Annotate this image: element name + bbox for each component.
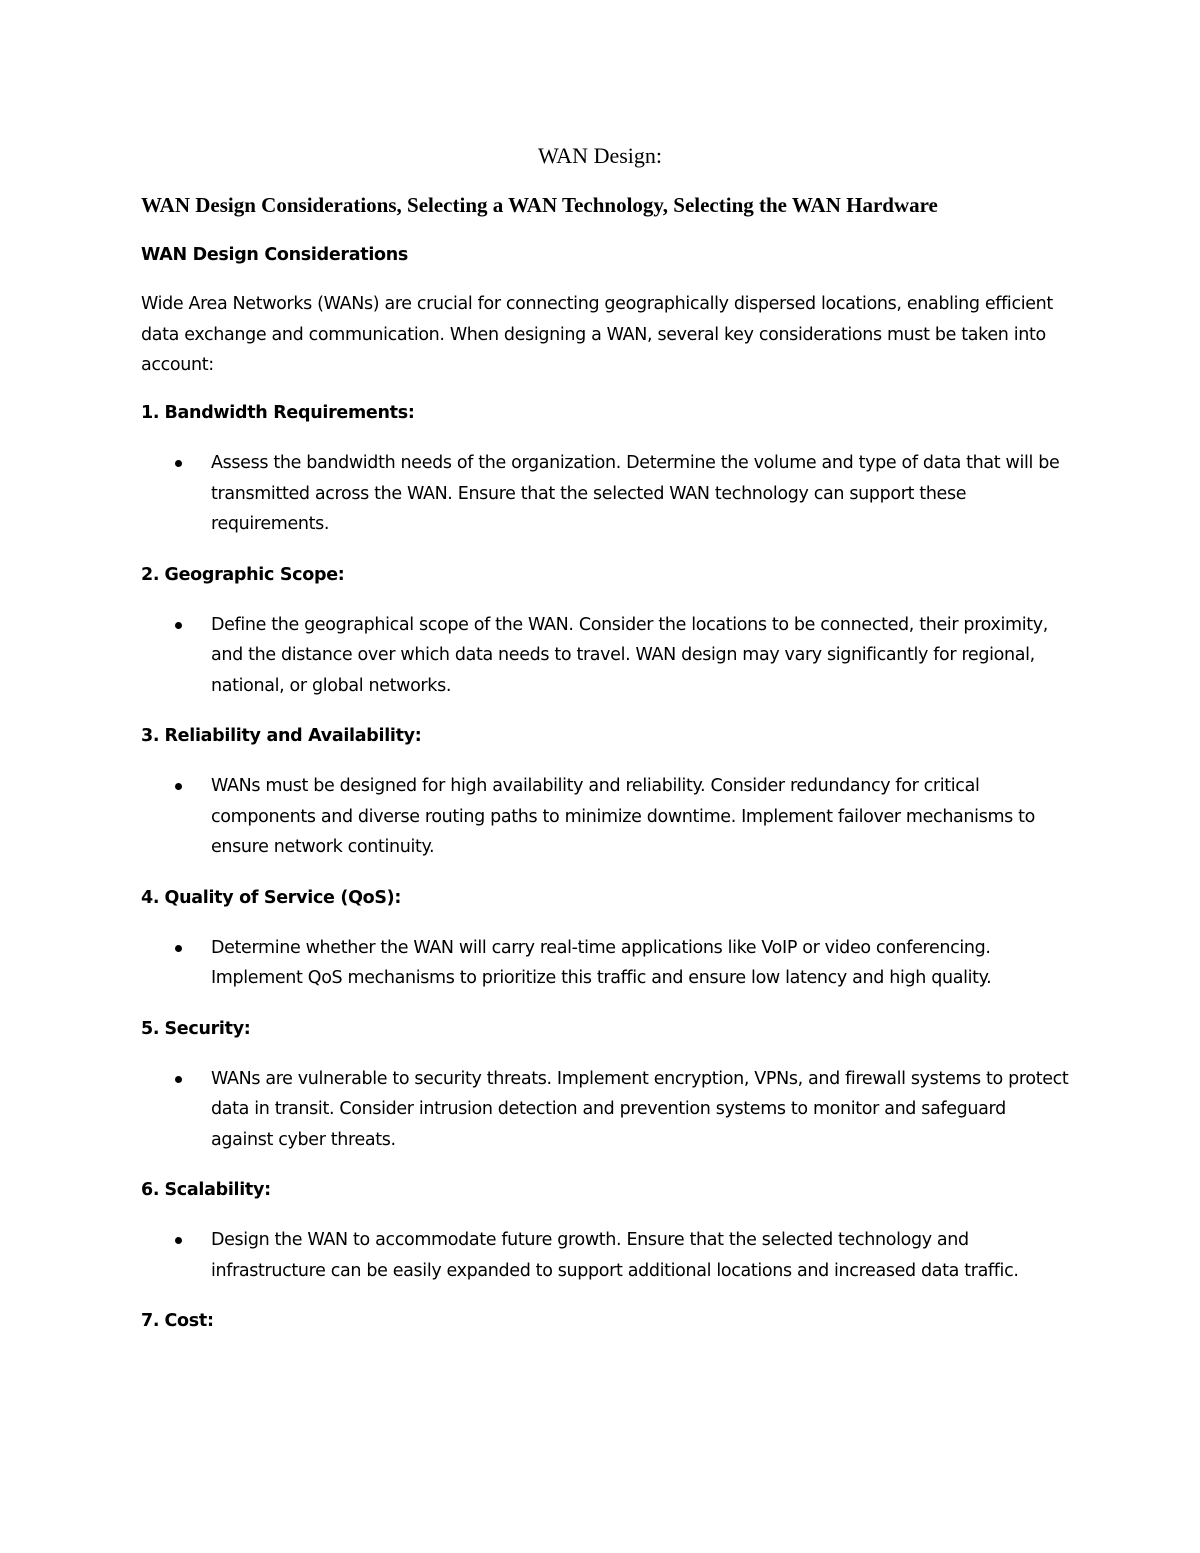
bullet-text: WANs must be designed for high availability and reliability. Consider redundancy for critical components and diverse routing paths to minimize downtime. Implement failover mechanisms to ensure network continuity. xyxy=(211,776,1036,857)
item-number: 1. xyxy=(141,403,160,423)
section-heading: WAN Design Considerations xyxy=(141,245,409,265)
list-item xyxy=(141,398,1071,540)
list-item xyxy=(141,1306,1071,1336)
bullet-text: Determine whether the WAN will carry real-time applications like VoIP or video conferencing. Implement QoS mechanisms to prioritize this traffic and ensure low latency and high quality. xyxy=(211,937,992,988)
item-heading xyxy=(141,1175,1071,1205)
item-number: 2. xyxy=(141,564,160,585)
bullet-point xyxy=(141,610,1071,702)
item-number: 6. xyxy=(141,1180,160,1200)
item-number: 7. xyxy=(141,1311,160,1331)
bullet-icon xyxy=(175,945,182,952)
bullet-icon xyxy=(175,1076,182,1083)
bullet-icon xyxy=(175,460,182,467)
bullet-point xyxy=(141,771,1071,863)
list-item xyxy=(141,560,1071,702)
item-name: Bandwidth Requirements: xyxy=(164,403,415,423)
item-name: Geographic Scope: xyxy=(164,564,345,585)
bullet-point xyxy=(141,1225,1071,1286)
item-heading xyxy=(141,398,1071,428)
bullet-point xyxy=(141,448,1071,540)
document-subtitle: WAN Design Considerations, Selecting a WAN Technology, Selecting the WAN Hardware xyxy=(141,193,938,217)
bullet-text: Design the WAN to accommodate future growth. Ensure that the selected technology and infrastructure can be easily expanded to support additional locations and increased data traffic. xyxy=(211,1230,1019,1281)
list-item xyxy=(141,1014,1071,1156)
item-heading xyxy=(141,721,1071,751)
intro-paragraph: Wide Area Networks (WANs) are crucial for connecting geographically dispersed locations, enabling efficient data exchange and communication. When designing a WAN, several key considerations must be taken into account: xyxy=(141,294,1053,375)
document-title: WAN Design: xyxy=(537,143,663,168)
list-item xyxy=(141,883,1071,994)
item-heading xyxy=(141,560,1071,590)
item-number: 5. xyxy=(141,1018,160,1039)
list-item xyxy=(141,721,1071,863)
item-number: 4. xyxy=(141,887,160,908)
list-item xyxy=(141,1175,1071,1286)
considerations-list xyxy=(141,398,1071,1336)
bullet-icon xyxy=(175,622,182,629)
item-name: Cost: xyxy=(164,1311,214,1331)
bullet-text: Define the geographical scope of the WAN. Consider the locations to be connected, their proximity, and the distance over which data needs to travel. WAN design may vary significantly for regional, national, or global networks. xyxy=(211,614,1048,696)
bullet-icon xyxy=(175,1237,182,1244)
bullet-point xyxy=(141,933,1071,994)
bullet-point xyxy=(141,1064,1071,1156)
item-heading xyxy=(141,1306,1071,1336)
item-heading xyxy=(141,883,1071,913)
bullet-text: Assess the bandwidth needs of the organization. Determine the volume and type of data that will be transmitted across the WAN. Ensure that the selected WAN technology can support these requirements. xyxy=(211,453,1060,534)
bullet-icon xyxy=(175,783,182,790)
item-name: Reliability and Availability: xyxy=(164,726,422,746)
item-name: Security: xyxy=(164,1018,251,1039)
item-name: Scalability: xyxy=(164,1180,271,1200)
item-heading xyxy=(141,1014,1071,1044)
item-name: Quality of Service (QoS): xyxy=(164,887,402,908)
bullet-text: WANs are vulnerable to security threats. Implement encryption, VPNs, and firewall systems to protect data in transit. Consider intrusion detection and prevention systems to monitor and safeguard against cyber threats. xyxy=(211,1068,1069,1150)
item-number: 3. xyxy=(141,726,160,746)
